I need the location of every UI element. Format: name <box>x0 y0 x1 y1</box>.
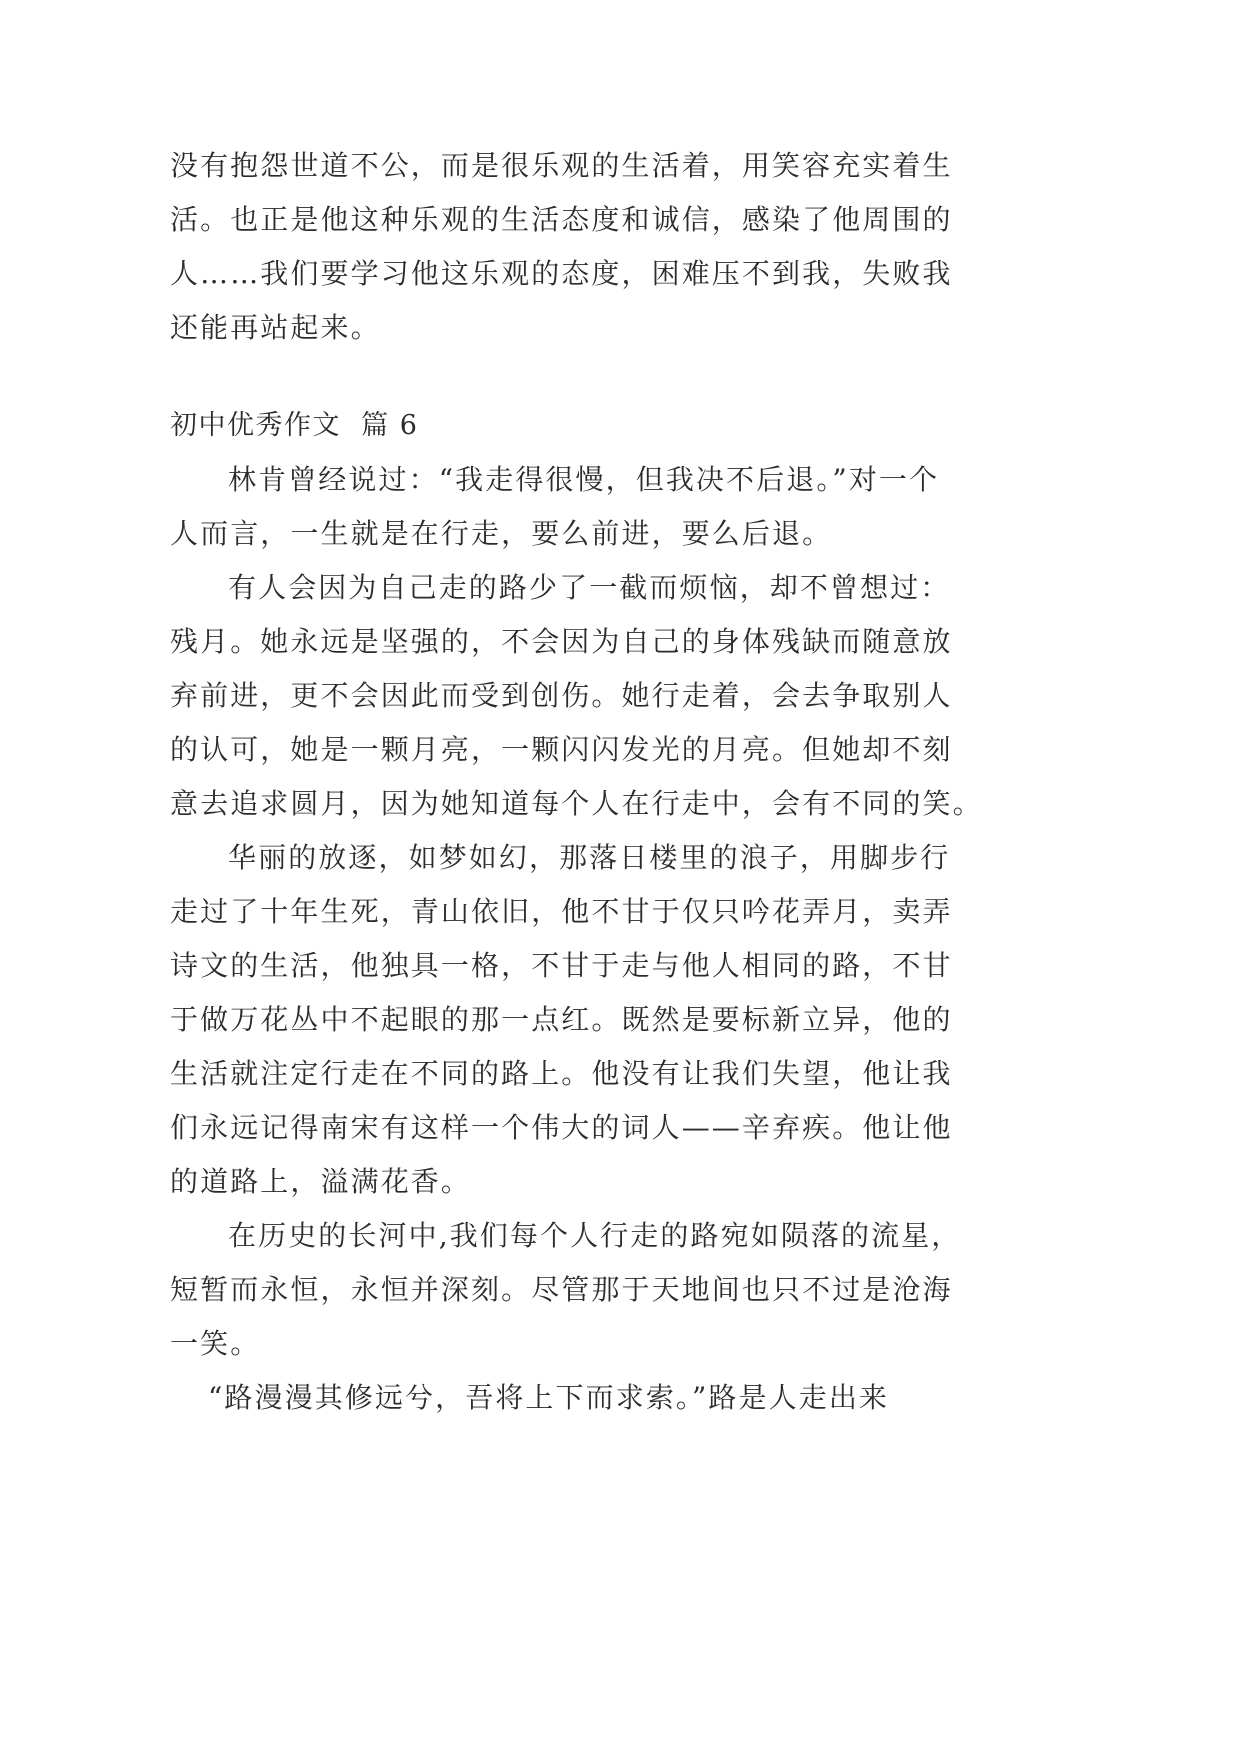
paragraph-line: “路漫漫其修远兮，吾将上下而求索。”路是人走出来 <box>208 1381 890 1414</box>
paragraph-line: 意去追求圆月，因为她知道每个人在行走中，会有不同的笑。 <box>170 787 983 820</box>
paragraph-3 <box>170 831 953 1209</box>
paragraph-line: 林肯曾经说过：“我走得很慢，但我决不后退。”对一个 <box>228 463 940 496</box>
paragraph-line: 走过了十年生死，青山依旧，他不甘于仅只吟花弄月，卖弄 <box>170 895 953 928</box>
paragraph-line: 人而言，一生就是在行走，要么前进，要么后退。 <box>170 517 833 550</box>
paragraph-line: 的道路上，溢满花香。 <box>170 1165 472 1198</box>
paragraph-line: 弃前进，更不会因此而受到创伤。她行走着，会去争取别人 <box>170 679 953 712</box>
paragraph-line: 的认可，她是一颗月亮，一颗闪闪发光的月亮。但她却不刻 <box>170 733 953 766</box>
paragraph-line: 诗文的生活，他独具一格，不甘于走与他人相同的路，不甘 <box>170 949 953 982</box>
paragraph-line: 华丽的放逐，如梦如幻，那落日楼里的浪子，用脚步行 <box>228 841 951 874</box>
section-heading-block <box>170 399 945 453</box>
paragraph-line: 一笑。 <box>170 1327 261 1360</box>
article-body <box>170 453 983 1425</box>
paragraph-line: 残月。她永远是坚强的，不会因为自己的身体残缺而随意放 <box>170 625 953 658</box>
paragraph-line: 短暂而永恒，永恒并深刻。尽管那于天地间也只不过是沧海 <box>170 1273 953 1306</box>
paragraph-5 <box>170 1371 945 1425</box>
top-paragraph <box>170 139 953 355</box>
paragraph-1 <box>170 453 945 561</box>
paragraph-line: 们永远记得南宋有这样一个伟大的词人——辛弃疾。他让他 <box>170 1111 953 1144</box>
paragraph-line: 于做万花丛中不起眼的那一点红。既然是要标新立异，他的 <box>170 1003 953 1036</box>
paragraph-line: 生活就注定行走在不同的路上。他没有让我们失望，他让我 <box>170 1057 953 1090</box>
paragraph-line: 有人会因为自己走的路少了一截而烦恼，却不曾想过： <box>228 571 951 604</box>
paragraph-line: 没有抱怨世道不公，而是很乐观的生活着，用笑容充实着生 <box>170 149 953 182</box>
paragraph-line: 活。也正是他这种乐观的生活态度和诚信，感染了他周围的 <box>170 203 953 236</box>
paragraph-line: 人……我们要学习他这乐观的态度，困难压不到我，失败我 <box>170 257 953 290</box>
paragraph-2 <box>170 561 983 831</box>
paragraph-4 <box>170 1209 962 1371</box>
section-heading: 初中优秀作文 篇 6 <box>170 410 419 441</box>
paragraph-line: 在历史的长河中,我们每个人行走的路宛如陨落的流星， <box>228 1219 962 1252</box>
paragraph-line: 还能再站起来。 <box>170 311 381 344</box>
